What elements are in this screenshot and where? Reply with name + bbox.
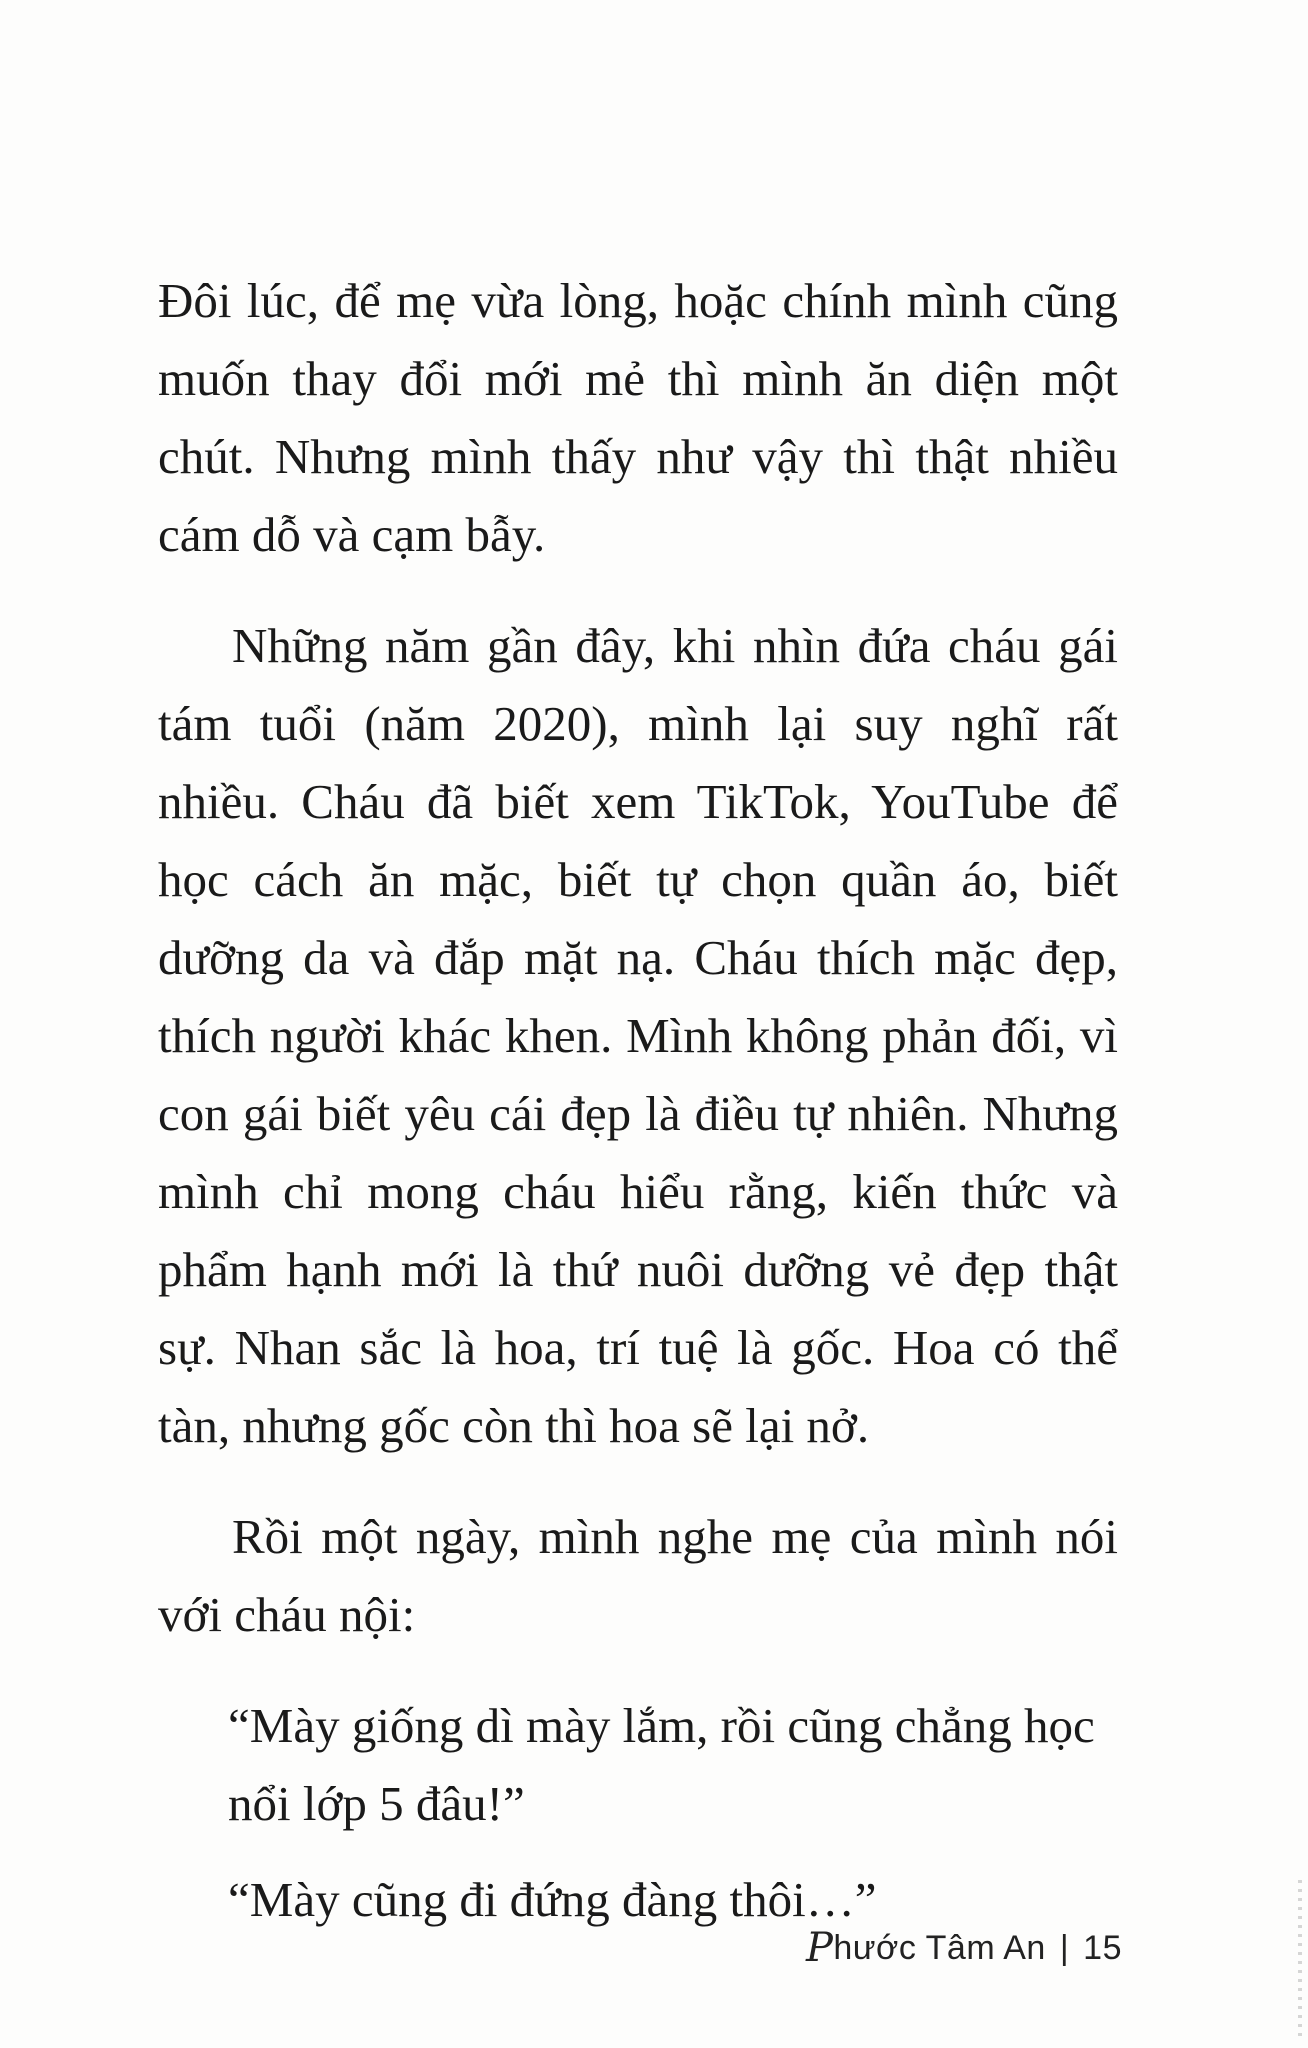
quote-1: “Mày giống dì mày lắm, rồi cũng chẳng học nổi lớp 5 đâu!”	[228, 1698, 1095, 1831]
footer-separator: |	[1059, 1928, 1070, 1967]
brand-initial: P	[805, 1925, 834, 1971]
paragraph-1: Đôi lúc, để mẹ vừa lòng, hoặc chính mình cũng muốn thay đổi mới mẻ thì mình ăn diện một chút. Nhưng mình thấy như vậy thì thật nhiều cám dỗ và cạm bẫy.	[158, 273, 1118, 562]
page-footer	[806, 1918, 1122, 1978]
body-text	[158, 262, 1118, 1939]
paragraph-2: Những năm gần đây, khi nhìn đứa cháu gái tám tuổi (năm 2020), mình lại suy nghĩ rất nhiều. Cháu đã biết xem TikTok, YouTube để học cách ăn mặc, biết tự chọn quần áo, biết dưỡng da và đắp mặt nạ. Cháu thích mặc đẹp, thích người khác khen. Mình không phản đối, vì con gái biết yêu cái đẹp là điều tự nhiên. Nhưng mình chỉ mong cháu hiểu rằng, kiến thức và phẩm hạnh mới là thứ nuôi dưỡng vẻ đẹp thật sự. Nhan sắc là hoa, trí tuệ là gốc. Hoa có thể tàn, nhưng gốc còn thì hoa sẽ lại nở.	[158, 618, 1118, 1453]
scan-edge-marks	[1298, 1880, 1302, 2040]
paragraph-3: Rồi một ngày, mình nghe mẹ của mình nói với cháu nội:	[158, 1509, 1118, 1642]
running-title: hước Tâm An	[833, 1928, 1046, 1967]
quote-2: “Mày cũng đi đứng đàng thôi…”	[228, 1872, 877, 1927]
page-number: 15	[1083, 1928, 1122, 1967]
